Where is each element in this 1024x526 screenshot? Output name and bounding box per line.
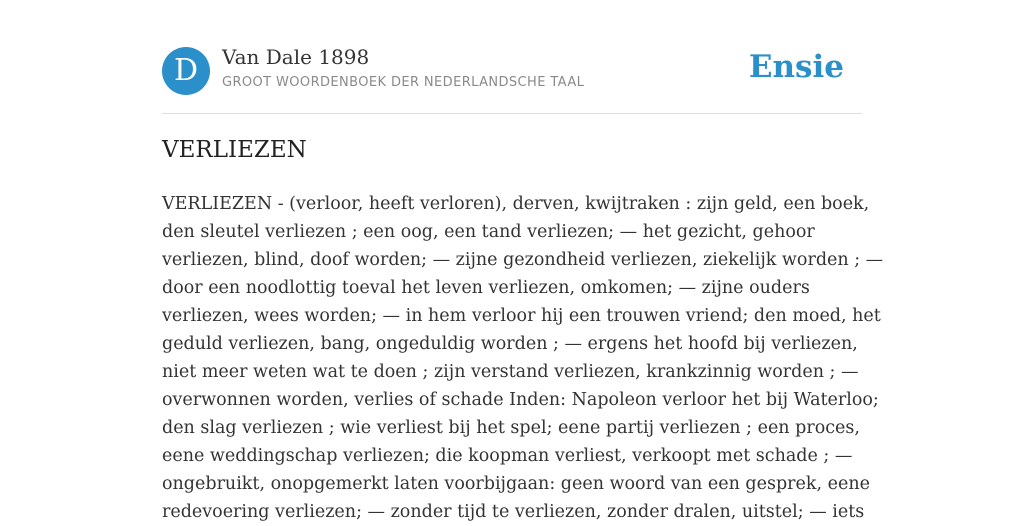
definition-line: den slag verliezen ; wie verliest bij het spel; eene partij verliezen ; een proces, bbox=[162, 418, 860, 438]
dictionary-title[interactable]: Van Dale 1898 bbox=[222, 45, 370, 69]
definition-line: ongebruikt, onopgemerkt laten voorbijgaan: geen woord van een gesprek, eene bbox=[162, 474, 870, 494]
definition-line: eene weddingschap verliezen; die koopman verliest, verkoopt met schade ; — bbox=[162, 446, 853, 466]
definition-line: den sleutel verliezen ; een oog, een tand verliezen; — het gezicht, gehoor bbox=[162, 222, 815, 242]
definition-line: verliezen, blind, doof worden; — zijne gezondheid verliezen, ziekelijk worden ; — bbox=[162, 250, 884, 270]
dictionary-subtitle: GROOT WOORDENBOEK DER NEDERLANDSCHE TAAL bbox=[222, 75, 585, 90]
definition-line: VERLIEZEN - (verloor, heeft verloren), derven, kwijtraken : zijn geld, een boek, bbox=[162, 194, 870, 214]
dictionary-logo[interactable]: D bbox=[162, 47, 210, 95]
page-container bbox=[162, 0, 884, 522]
site-header bbox=[162, 0, 862, 114]
definition-line: geduld verliezen, bang, ongeduldig worden ; — ergens het hoofd bij verliezen, bbox=[162, 334, 858, 354]
definition-line: redevoering verliezen; — zonder tijd te verliezen, zonder dralen, uitstel; — iets bbox=[162, 502, 865, 522]
entry-definition bbox=[162, 190, 884, 526]
definition-line: niet meer weten wat te doen ; zijn verstand verliezen, krankzinnig worden ; — bbox=[162, 362, 859, 382]
ensie-logo[interactable]: Ensie bbox=[748, 49, 844, 85]
definition-line: door een noodlottig toeval het leven verliezen, omkomen; — zijne ouders bbox=[162, 278, 810, 298]
entry-headword: VERLIEZEN bbox=[162, 137, 307, 163]
definition-line: verliezen, wees worden; — in hem verloor hij een trouwen vriend; den moed, het bbox=[162, 306, 881, 326]
definition-line: overwonnen worden, verlies of schade Inden: Napoleon verloor het bij Waterloo; bbox=[162, 390, 879, 410]
